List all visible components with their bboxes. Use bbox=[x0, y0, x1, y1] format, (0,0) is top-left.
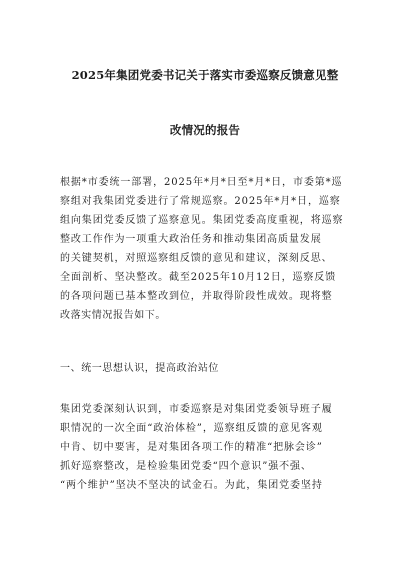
section-1-heading: 一、统一思想认识，提高政治站位 bbox=[60, 363, 219, 374]
paragraph-line: 集团党委深刻认识到，市委巡察是对集团党委领导班子履 bbox=[60, 404, 333, 415]
intro-paragraph bbox=[60, 173, 360, 325]
paragraph-line: 职情况的一次全面“政治体检”，巡察组反馈的意见客观 bbox=[60, 423, 323, 434]
paragraph-line: 察组对我集团党委进行了常规巡察。2025年*月*日，巡察 bbox=[60, 196, 341, 207]
document-title-line-2: 改情况的报告 bbox=[169, 123, 241, 137]
paragraph-line: 中肯、切中要害，是对集团各项工作的精准“把脉会诊” bbox=[60, 442, 323, 453]
paragraph-line: 全面剖析、坚决整改。截至2025年10月12日，巡察反馈 bbox=[60, 272, 337, 283]
paragraph-line: “两个维护”坚决不坚决的试金石。为此，集团党委坚持 bbox=[60, 480, 323, 491]
paragraph-line: 的各项问题已基本整改到位，并取得阶段性成效。现将整 bbox=[60, 291, 333, 302]
paragraph-line: 整改工作作为一项重大政治任务和推动集团高质量发展 bbox=[60, 234, 322, 245]
paragraph-line: 抓好巡察整改，是检验集团党委“四个意识”强不强、 bbox=[60, 461, 312, 472]
paragraph-line: 根据*市委统一部署，2025年*月*日至*月*日，市委第*巡 bbox=[60, 177, 343, 188]
paragraph-line: 组向集团党委反馈了巡察意见。集团党委高度重视，将巡察 bbox=[60, 215, 344, 226]
paragraph-line: 的关键契机，对照巡察组反馈的意见和建议，深刻反思、 bbox=[60, 253, 333, 264]
section-1-paragraph bbox=[60, 400, 360, 495]
paragraph-line: 改落实情况报告如下。 bbox=[60, 310, 166, 321]
document-title-line-1: 2025年集团党委书记关于落实市委巡察反馈意见整 bbox=[71, 68, 339, 82]
